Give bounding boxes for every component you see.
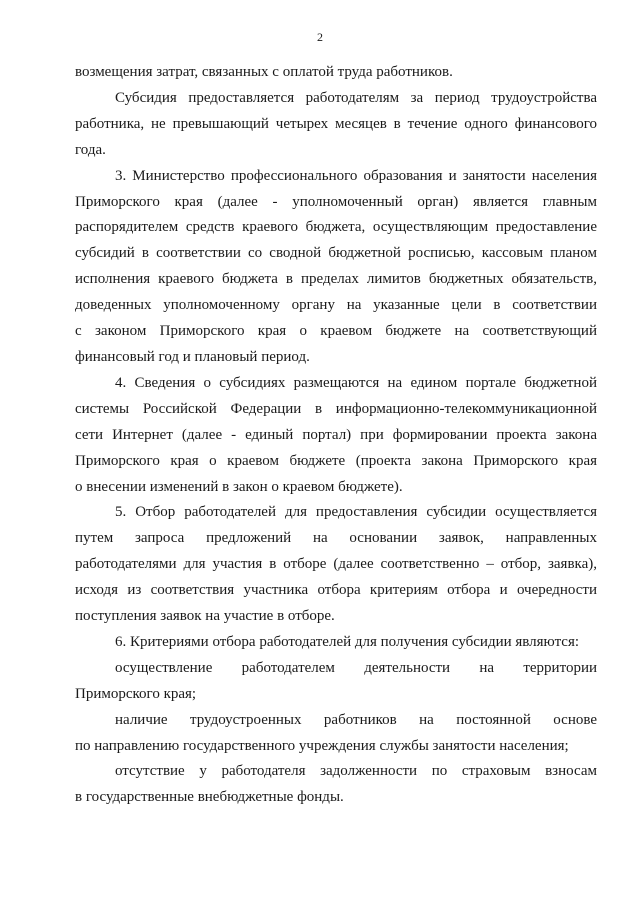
text-line: системы Российской Федерации в информационно-телекоммуникационной (75, 400, 597, 417)
text-line: исходя из соответствия участника отбора критериям отбора и очередности (75, 582, 597, 599)
text-line: с законом Приморского края о краевом бюджете на соответствующий (75, 323, 597, 340)
text-line: субсидий в соответствии со сводной бюджетной росписью, кассовым планом (75, 245, 597, 262)
paragraph-item-5 (75, 500, 597, 630)
text-line: поступления заявок на участие в отборе. (75, 608, 335, 625)
text-line: работодателями для участия в отборе (далее соответственно – отбор, заявка), (75, 556, 597, 573)
criterion-territory (75, 656, 597, 708)
page-number: 2 (317, 30, 323, 44)
paragraph-item-6 (75, 630, 597, 656)
paragraph-item-3 (75, 164, 597, 371)
text-line: наличие трудоустроенных работников на постоянной основе (115, 711, 597, 728)
text-line: осуществление работодателем деятельности на территории (115, 659, 597, 676)
text-line: о внесении изменений в закон о краевом бюджете). (75, 478, 403, 495)
text-line: года. (75, 141, 106, 158)
text-line: финансовый год и плановый период. (75, 348, 310, 365)
text-line: доведенных уполномоченному органу на указанные цели в соответствии (75, 297, 597, 314)
paragraph-item-4 (75, 371, 597, 501)
text-line: отсутствие у работодателя задолженности по страховым взносам (115, 763, 597, 780)
text-line: по направлению государственного учреждения службы занятости населения; (75, 737, 569, 754)
criterion-no-debt (75, 759, 597, 811)
text-line: путем запроса предложений на основании заявок, направленных (75, 530, 597, 547)
text-line: возмещения затрат, связанных с оплатой труда работников. (75, 64, 453, 80)
criterion-employees (75, 708, 597, 760)
text-line: распорядителем средств краевого бюджета, осуществляющим предоставление (75, 219, 597, 236)
text-line: исполнения краевого бюджета в пределах лимитов бюджетных обязательств, (75, 271, 597, 288)
text-line: в государственные внебюджетные фонды. (75, 789, 344, 806)
text-line: 5. Отбор работодателей для предоставления субсидии осуществляется (115, 504, 597, 521)
text-line: Приморского края о краевом бюджете (проекта закона Приморского края (75, 452, 597, 469)
paragraph-continuation (75, 60, 597, 86)
paragraph-subsidy-period (75, 86, 597, 164)
text-line: 4. Сведения о субсидиях размещаются на едином портале бюджетной (115, 374, 597, 391)
text-line: Приморского края (далее - уполномоченный орган) является главным (75, 193, 597, 210)
document-body (75, 60, 597, 811)
text-line: 3. Министерство профессионального образования и занятости населения (115, 167, 597, 184)
text-line: 6. Критериями отбора работодателей для получения субсидии являются: (115, 633, 580, 650)
text-line: работника, не превышающий четырех месяцев в течение одного финансового (75, 115, 597, 132)
text-line: сети Интернет (далее - единый портал) при формировании проекта закона (75, 426, 597, 443)
text-line: Приморского края; (75, 685, 197, 702)
text-line: Субсидия предоставляется работодателям за период трудоустройства (115, 89, 597, 106)
